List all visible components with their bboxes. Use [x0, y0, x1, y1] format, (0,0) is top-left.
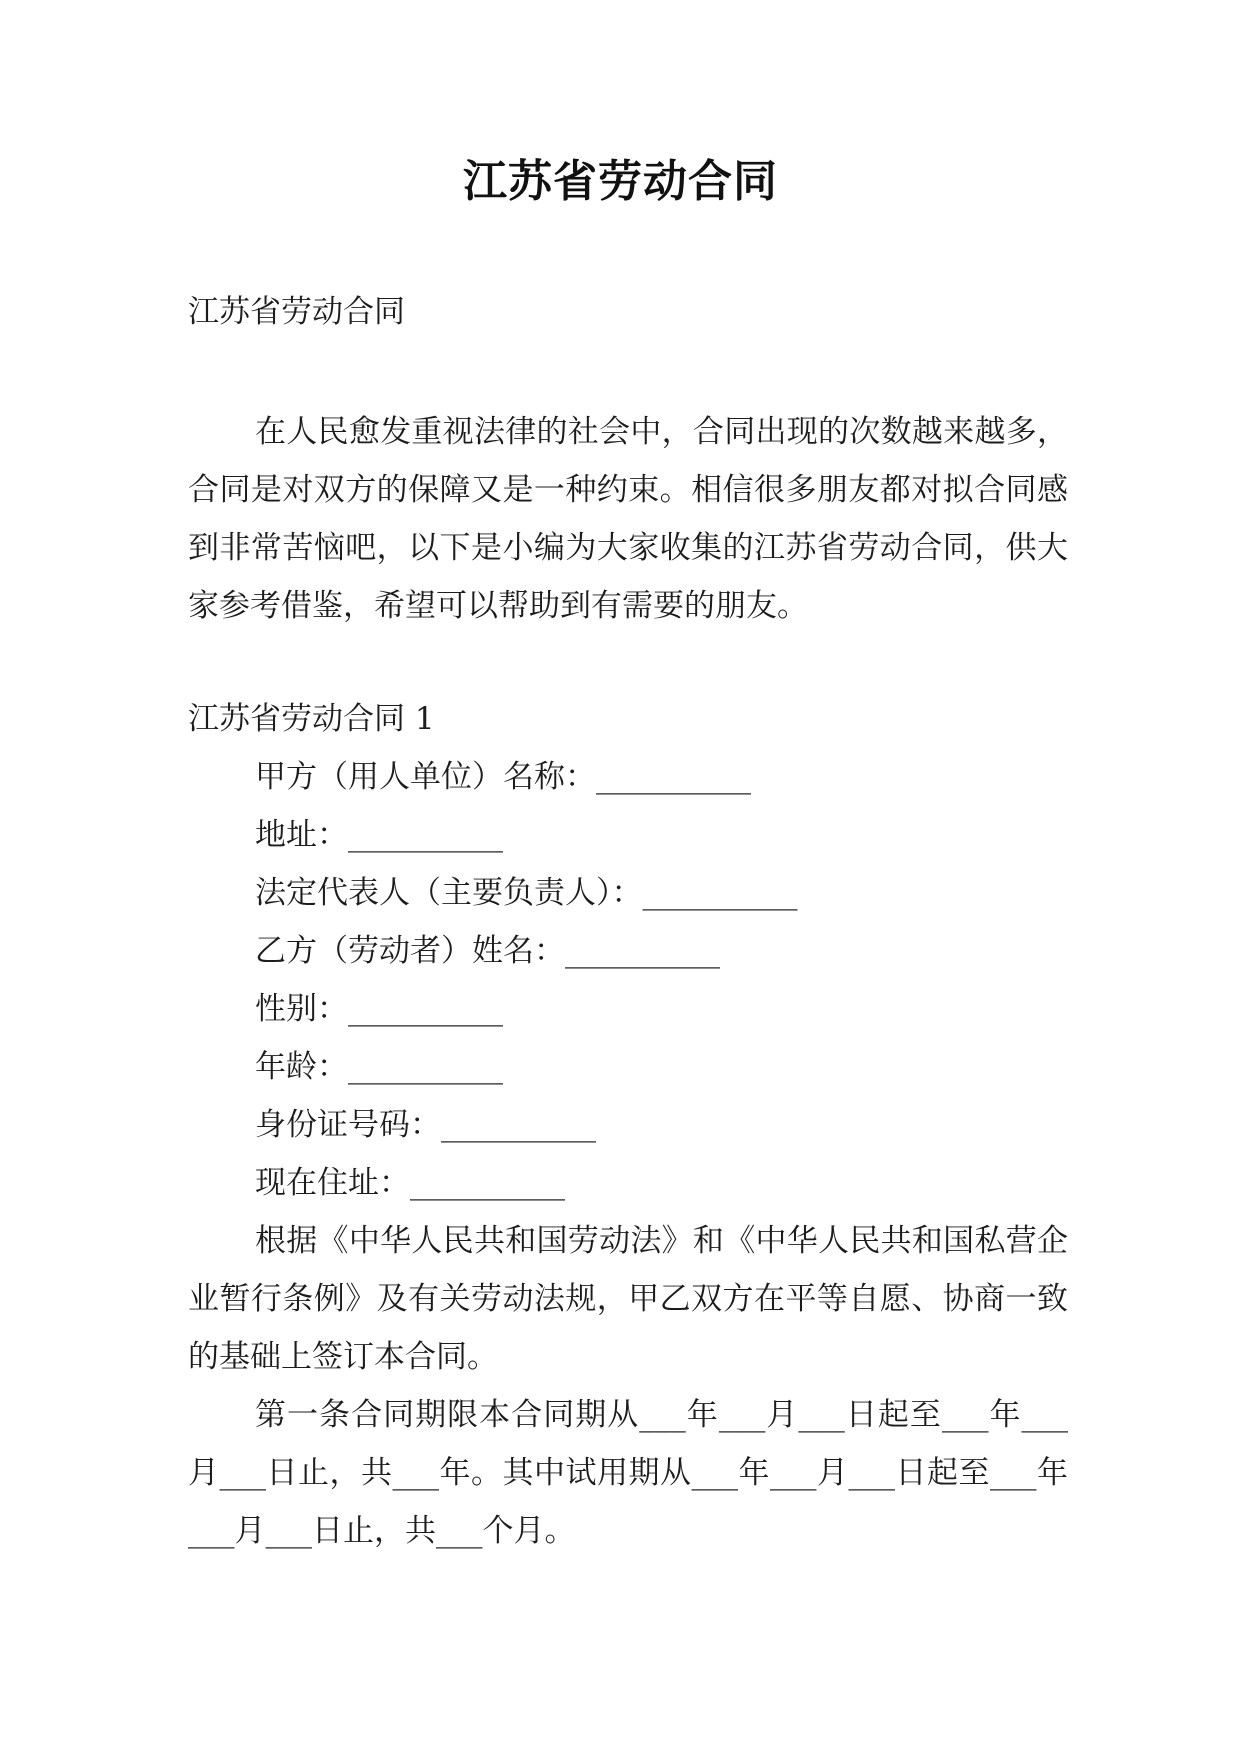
- field-employer-name: 甲方（用人单位）名称：__________: [255, 759, 751, 795]
- field-employee-name: 乙方（劳动者）姓名：__________: [255, 933, 720, 969]
- article-1-paragraph: 第一条合同期限本合同期从___年___月___日起至___年___月___日止，共___年。其中试用期从___年___月___日起至___年___月___日止，共___个月。: [188, 1397, 1068, 1549]
- field-id-number: 身份证号码：__________: [255, 1107, 596, 1143]
- field-gender: 性别：__________: [255, 991, 503, 1027]
- field-age: 年龄：__________: [255, 1049, 503, 1085]
- section-heading: 江苏省劳动合同 1: [188, 701, 435, 737]
- document-subtitle: 江苏省劳动合同: [188, 294, 405, 330]
- field-current-address: 现在住址：__________: [255, 1165, 565, 1201]
- field-address: 地址：__________: [255, 817, 503, 853]
- document-title: 江苏省劳动合同: [463, 156, 778, 207]
- field-legal-representative: 法定代表人（主要负责人）：__________: [255, 875, 798, 911]
- intro-paragraph: 在人民愈发重视法律的社会中，合同出现的次数越来越多，合同是对双方的保障又是一种约束。相信很多朋友都对拟合同感到非常苦恼吧，以下是小编为大家收集的江苏省劳动合同，供大家参考借鉴，希望可以帮助到有需要的朋友。: [188, 414, 1068, 624]
- basis-paragraph: 根据《中华人民共和国劳动法》和《中华人民共和国私营企业暂行条例》及有关劳动法规，甲乙双方在平等自愿、协商一致的基础上签订本合同。: [188, 1223, 1068, 1375]
